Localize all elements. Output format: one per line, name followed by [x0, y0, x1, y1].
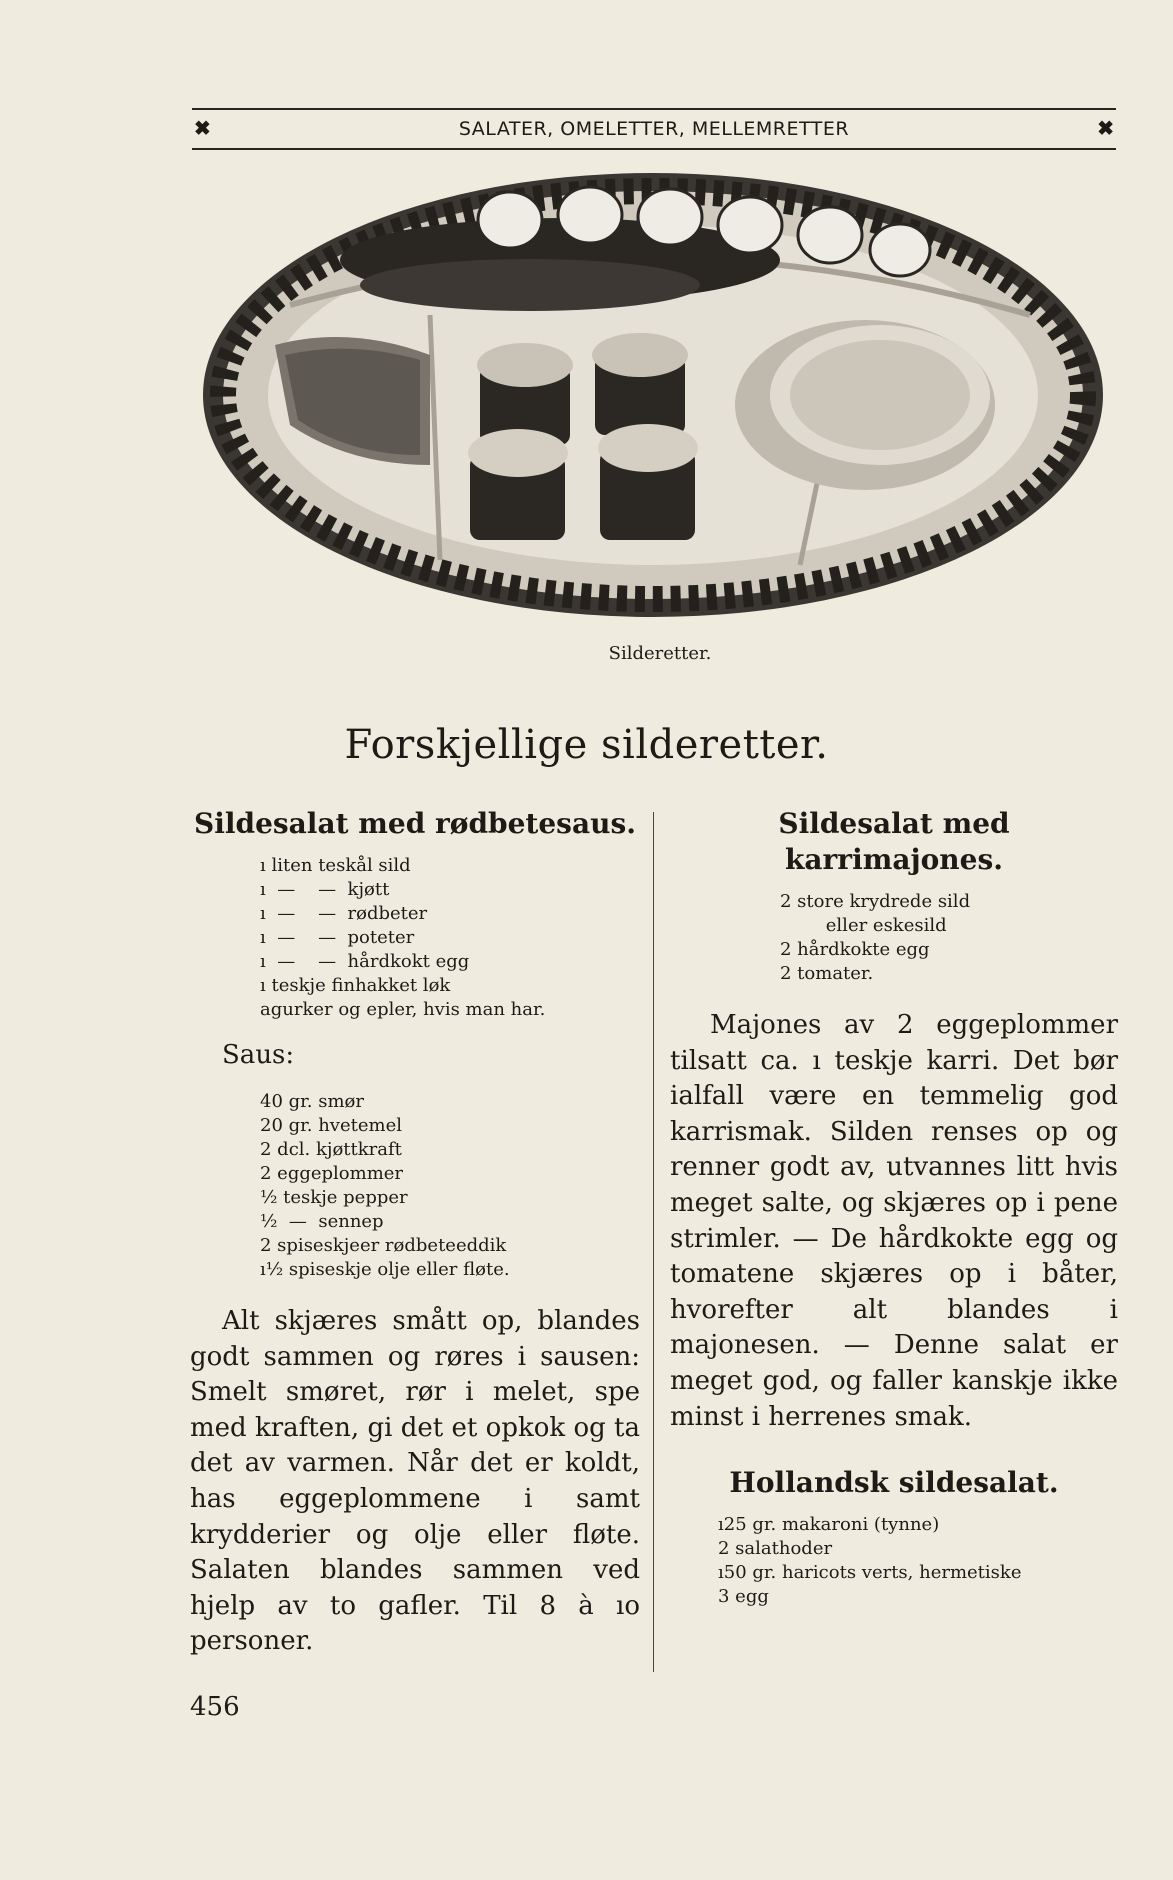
recipe-heading: Hollandsk sildesalat.: [729, 1466, 1059, 1500]
ingredient-item: ı50 gr. haricots verts, hermetiske: [718, 1562, 1022, 1584]
ingredient-item: 2 hårdkokte egg: [780, 939, 930, 960]
cross-ornament-icon: ✖: [1097, 116, 1114, 140]
illustration-caption: Silderetter.: [608, 643, 712, 664]
running-header: [192, 108, 1116, 150]
ingredient-item: ½ teskje pepper: [260, 1187, 408, 1208]
ingredient-item: eller eskesild: [780, 915, 947, 936]
herring-platter-illustration: [200, 165, 1106, 625]
ingredient-item: 3 egg: [718, 1586, 769, 1608]
saus-label: Saus:: [222, 1040, 295, 1070]
page-number: 456: [190, 1692, 240, 1722]
ingredient-item: 2 spiseskjeer rødbeteeddik: [260, 1235, 507, 1256]
ingredient-item: ı — — rødbeter: [260, 903, 428, 924]
saus-ingredient-list: [260, 1090, 640, 1282]
ingredient-list: [260, 854, 640, 1022]
recipe-heading: Sildesalat med karrimajones.: [778, 807, 1010, 876]
page-title: Forskjellige silderetter.: [344, 722, 829, 768]
ingredient-item: ı — — hårdkokt egg: [260, 951, 470, 972]
ingredient-item: 20 gr. hvetemel: [260, 1115, 402, 1136]
ingredient-list: [718, 1513, 1118, 1609]
ingredient-item: ½ — sennep: [260, 1211, 384, 1232]
ingredient-item: ı — — kjøtt: [260, 879, 390, 900]
ingredient-item: ı liten teskål sild: [260, 855, 411, 876]
ingredient-item: ı½ spiseskje olje eller fløte.: [260, 1259, 510, 1280]
running-header-title: SALATER, OMELETTER, MELLEMRETTER: [458, 118, 850, 140]
recipe-heading: Sildesalat med rødbetesaus.: [194, 807, 636, 840]
recipe-body: Majones av 2 eggeplommer tilsatt ca. ı teskje karri. Det bør ialfall være en temmelig god karrismak. Silden renses op og renner godt av, utvannes litt hvis meget salte, og skjæres op i pene strimler. — De hårdkokte egg og tomatene skjæres op i båter, hvorefter alt blandes i majonesen. — Denne salat er meget god, og faller kanskje ikke minst i herrenes smak.: [670, 1010, 1118, 1432]
ingredient-item: 2 salathoder: [718, 1538, 833, 1560]
ingredient-item: ı teskje finhakket løk: [260, 975, 451, 996]
left-column: [190, 806, 640, 1660]
ingredient-item: ı25 gr. makaroni (tynne): [718, 1514, 940, 1536]
ingredient-list: [780, 890, 1118, 986]
ingredient-item: 2 tomater.: [780, 963, 874, 984]
cross-ornament-icon: ✖: [194, 116, 211, 140]
right-column: [670, 806, 1118, 1609]
ingredient-item: 2 store krydrede sild: [780, 891, 971, 912]
ingredient-item: ı — — poteter: [260, 927, 415, 948]
ingredient-item: agurker og epler, hvis man har.: [260, 999, 546, 1020]
column-divider: [653, 812, 654, 1672]
ingredient-item: 40 gr. smør: [260, 1091, 364, 1112]
ingredient-item: 2 eggeplommer: [260, 1163, 404, 1184]
recipe-body: Alt skjæres smått op, blandes godt sammen og røres i sausen: Smelt smøret, rør i melet, spe med kraften, gi det et opkok og ta det av varmen. Når det er koldt, has eggeplommene i samt krydderier og olje eller fløte. Salaten blandes sammen ved hjelp av to gafler. Til 8 à ıo personer.: [190, 1306, 640, 1657]
ingredient-item: 2 dcl. kjøttkraft: [260, 1139, 402, 1160]
